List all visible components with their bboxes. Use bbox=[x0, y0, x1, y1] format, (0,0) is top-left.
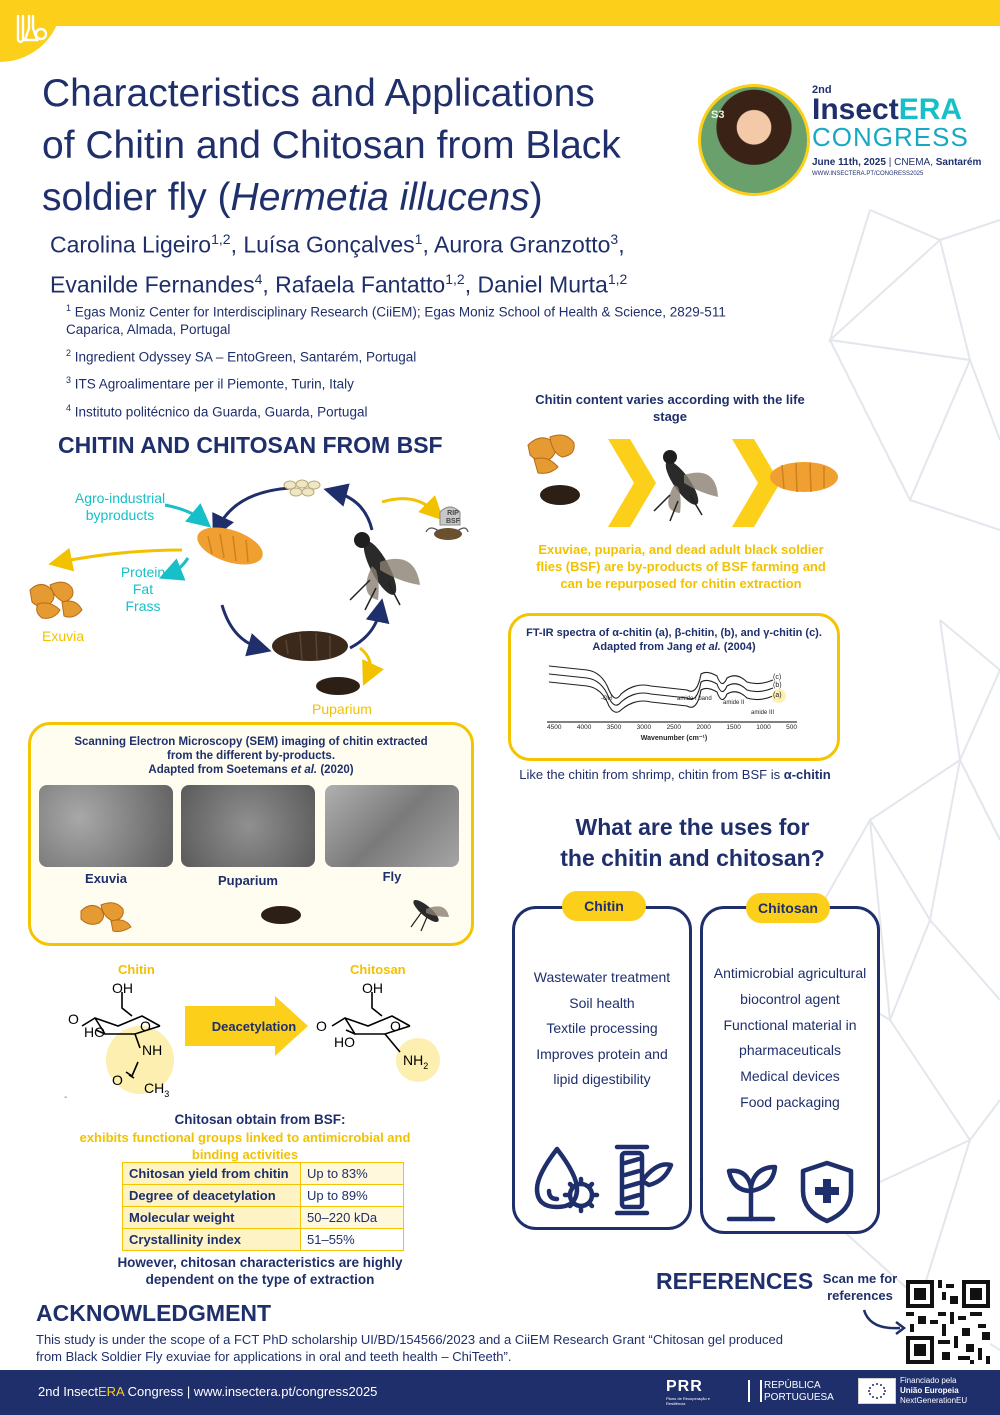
author-affil: 1,2 bbox=[445, 270, 465, 287]
lifestage-title: Chitin content varies according with the life stage bbox=[535, 392, 805, 424]
puparium-icon bbox=[261, 906, 301, 924]
use-item: Improves protein and lipid digestibility bbox=[536, 1045, 668, 1087]
ftir-tick: 500 bbox=[786, 724, 797, 731]
ftir-annotation: amide I band bbox=[677, 696, 712, 702]
chitin-uses-card bbox=[512, 906, 692, 1230]
author-sep: , bbox=[618, 231, 625, 258]
prop-value: 50–220 kDa bbox=[301, 1207, 404, 1229]
eu-text: Financiado pela bbox=[900, 1376, 957, 1385]
ftir-caption-line: FT-IR spectra of α-chitin (a), β-chitin, (b), and γ-chitin (c). bbox=[526, 627, 822, 639]
ftir-tick-labels bbox=[547, 724, 797, 731]
footer-era: ERA bbox=[98, 1384, 125, 1399]
republic-logo bbox=[764, 1380, 834, 1404]
affiliation-text: Egas Moniz Center for Interdisciplinary Research (CiiEM); Egas Moniz School of Health & Science, 2829-511 Caparica, Almada, Portugal bbox=[66, 304, 726, 337]
adult-fly-icon bbox=[350, 532, 420, 610]
affiliation-number: 4 bbox=[66, 402, 72, 413]
affiliation-number: 1 bbox=[66, 303, 72, 313]
congress-name bbox=[812, 93, 982, 126]
alpha-note-bold: α-chitin bbox=[783, 767, 831, 782]
table-row bbox=[123, 1229, 404, 1251]
prr-subtext: Plano de Recuperação e Resiliência bbox=[666, 1396, 711, 1406]
life-cycle-diagram bbox=[20, 470, 480, 710]
pupa-icon bbox=[272, 631, 348, 661]
republic-text: REPÚBLICA bbox=[764, 1380, 821, 1391]
chitin-uses-icons bbox=[529, 1141, 675, 1219]
top-bar bbox=[0, 0, 1000, 26]
use-item: Wastewater treatment bbox=[533, 969, 671, 985]
alpha-chitin-note bbox=[500, 767, 850, 782]
ftir-series-label: (a) bbox=[773, 692, 782, 699]
chitosan-props-subtitle: exhibits functional groups linked to antimicrobial and binding activities bbox=[79, 1130, 411, 1162]
agro-label: Agro-industrial byproducts bbox=[74, 490, 166, 523]
ftir-annotation: amide III bbox=[751, 710, 775, 716]
prop-key: Crystallinity index bbox=[123, 1229, 301, 1251]
use-item: Textile processing bbox=[546, 1020, 658, 1036]
scan-prompt: Scan me for references bbox=[822, 1271, 898, 1303]
author-list bbox=[50, 222, 730, 301]
table-row bbox=[123, 1163, 404, 1185]
sem-specimen-icons bbox=[71, 891, 451, 935]
sem-label-fly: Fly bbox=[382, 869, 402, 884]
sem-image-exuvia bbox=[39, 785, 173, 867]
exuvia-icon bbox=[30, 582, 82, 618]
uses-heading bbox=[520, 812, 865, 874]
methyl-text: CH bbox=[144, 1080, 165, 1096]
chitosan-props-title: Chitosan obtain from BSF: bbox=[174, 1112, 346, 1127]
author-line-2 bbox=[50, 262, 730, 302]
ftir-spectrum-a bbox=[549, 682, 773, 712]
affiliation-number: 3 bbox=[66, 375, 72, 385]
congress-ordinal: 2nd bbox=[812, 84, 832, 96]
nh-group: NH bbox=[142, 1042, 163, 1058]
curved-arrow-icon bbox=[860, 1306, 908, 1336]
congress-url: WWW.INSECTERA.PT/CONGRESS2025 bbox=[812, 171, 924, 177]
eggs-icon bbox=[284, 480, 320, 496]
ring-oxygen: O bbox=[390, 1018, 401, 1034]
water-gear-icon bbox=[537, 1149, 597, 1211]
author-affil: 3 bbox=[610, 231, 619, 247]
bsf-heading: CHITIN AND CHITOSAN FROM BSF bbox=[58, 432, 443, 458]
frass-label: Frass bbox=[125, 598, 161, 614]
chevron-right-icon bbox=[732, 439, 780, 527]
prop-key: Degree of deacetylation bbox=[123, 1185, 301, 1207]
ftir-annotation: -OH bbox=[601, 696, 612, 702]
prop-key: Chitosan yield from chitin bbox=[123, 1163, 301, 1185]
chitin-label: Chitin bbox=[118, 962, 155, 977]
chitosan-label: Chitosan bbox=[350, 962, 406, 977]
affiliation-item bbox=[66, 345, 786, 366]
oxygen-link: O bbox=[68, 1011, 79, 1027]
tombstone-rip: RIP bbox=[447, 510, 459, 517]
sem-image-puparium bbox=[181, 785, 315, 867]
ring-oxygen: O bbox=[140, 1018, 151, 1034]
tombstone-bsf: BSF bbox=[446, 518, 460, 525]
dash-mark: - bbox=[64, 1092, 68, 1103]
congress-insect: Insect bbox=[812, 93, 899, 126]
ack-text: This study is under the scope of a FCT PhD scholarship UI/BD/154566/2023 and a CiiEM Research Grant “Chitosan gel produced from Black Soldier Fly exuviae for applications in oral and teeth health – ChiTeeth”. bbox=[36, 1332, 783, 1364]
ftir-tick: 4500 bbox=[547, 724, 562, 731]
amine-sub: 2 bbox=[423, 1060, 429, 1071]
lifestage-diagram bbox=[520, 425, 850, 535]
sem-caption-line bbox=[31, 763, 471, 777]
sem-caption-text: Adapted from Soetemans bbox=[148, 764, 291, 776]
title-text: ) bbox=[529, 176, 543, 219]
ftir-tick: 1000 bbox=[756, 724, 771, 731]
republic-text: PORTUGUESA bbox=[764, 1392, 834, 1403]
puparium-icon bbox=[540, 485, 580, 505]
sem-label-exuvia: Exuvia bbox=[85, 871, 127, 886]
author-name: , Rafaela Fantatto bbox=[262, 271, 446, 298]
eu-funding-logo bbox=[900, 1376, 967, 1406]
ftir-tick: 3500 bbox=[606, 724, 622, 731]
sem-caption-line: Scanning Electron Microscopy (SEM) imaging of chitin extracted bbox=[74, 736, 428, 748]
congress-era: ERA bbox=[898, 93, 963, 126]
affiliation-text: Instituto politécnico da Guarda, Guarda, Portugal bbox=[74, 404, 368, 419]
ftir-spectrum-c bbox=[549, 666, 773, 698]
methyl-group bbox=[144, 1080, 169, 1099]
ftir-series-label: (b) bbox=[773, 682, 782, 689]
puparium-icon bbox=[316, 677, 360, 695]
title-line-2: of Chitin and Chitosan from Black bbox=[42, 124, 621, 167]
references-qr-code[interactable] bbox=[906, 1280, 990, 1364]
ftir-box bbox=[508, 613, 840, 761]
author-affil: 1 bbox=[414, 231, 423, 247]
ftir-caption-line bbox=[511, 640, 837, 654]
exuvia-label: Exuvia bbox=[42, 628, 85, 644]
footer-bar bbox=[0, 1370, 1000, 1415]
exuvia-icon bbox=[528, 435, 574, 473]
chitosan-uses-icons bbox=[715, 1157, 865, 1225]
adult-fly-icon bbox=[654, 450, 718, 521]
congress-word: CONGRESS bbox=[812, 122, 969, 152]
exuvia-icon bbox=[81, 903, 131, 932]
ftir-annotation: amide II bbox=[723, 700, 745, 706]
uses-heading-line: What are the uses for bbox=[575, 814, 810, 840]
use-item: Medical devices bbox=[740, 1068, 840, 1085]
methyl-sub: 3 bbox=[164, 1088, 170, 1099]
author-name: Evanilde Fernandes bbox=[50, 271, 255, 298]
plant-sprout-icon bbox=[729, 1167, 775, 1219]
chitosan-uses-list bbox=[703, 961, 877, 1116]
use-item: Soil health bbox=[569, 994, 635, 1011]
ftir-xlabel: Wavenumber (cm⁻¹) bbox=[640, 735, 708, 742]
deacetylation-label: Deacetylation bbox=[211, 1019, 297, 1034]
prr-text: PRR bbox=[666, 1378, 703, 1395]
ftir-series-label: (c) bbox=[773, 674, 782, 681]
chitin-pill: Chitin bbox=[562, 891, 646, 921]
author-affil: 1,2 bbox=[211, 231, 231, 247]
republic-emblem-icon bbox=[748, 1380, 762, 1402]
references-heading: REFERENCES bbox=[656, 1268, 814, 1294]
ftir-tick: 1500 bbox=[726, 724, 741, 731]
prop-value: Up to 83% bbox=[301, 1163, 404, 1185]
eu-text: União Europeia bbox=[900, 1386, 959, 1395]
ack-heading: ACKNOWLEDGMENT bbox=[36, 1300, 272, 1326]
ftir-caption-text: (2004) bbox=[720, 641, 756, 653]
fat-label: Fat bbox=[132, 581, 154, 597]
presenter-photo bbox=[698, 84, 810, 196]
ftir-tick: 2500 bbox=[666, 724, 682, 731]
photo-badge: S3 bbox=[711, 109, 725, 121]
use-item: Antimicrobial agricultural biocontrol agent bbox=[713, 965, 867, 1007]
title-species: Hermetia illucens bbox=[230, 176, 530, 219]
fly-icon bbox=[411, 897, 449, 931]
table-row bbox=[123, 1207, 404, 1229]
sem-label-puparium: Puparium bbox=[218, 873, 278, 888]
author-line-1 bbox=[50, 222, 730, 262]
ftir-tick: 3000 bbox=[636, 724, 652, 731]
footer-text bbox=[38, 1384, 377, 1399]
title-text: soldier fly ( bbox=[42, 176, 231, 219]
chevron-right-icon bbox=[608, 439, 656, 527]
ftir-tick: 4000 bbox=[576, 724, 592, 731]
oh-group: OH bbox=[362, 980, 383, 996]
affiliation-number: 2 bbox=[66, 347, 72, 358]
author-affil: 4 bbox=[254, 270, 263, 287]
chitosan-props-table bbox=[122, 1162, 404, 1251]
uses-heading-line: the chitin and chitosan? bbox=[560, 845, 825, 871]
chitin-uses-list bbox=[515, 965, 689, 1093]
lifestage-caption: Exuviae, puparia, and dead adult black soldier flies (BSF) are by-products of BSF farming and can be repurposed for chitin extraction bbox=[536, 542, 826, 591]
ho-group: HO bbox=[334, 1034, 355, 1050]
use-item: Functional material in pharmaceuticals bbox=[723, 1016, 857, 1059]
prop-value: Up to 89% bbox=[301, 1185, 404, 1207]
congress-date-bold: June 11th, 2025 bbox=[812, 157, 886, 168]
sem-box bbox=[28, 722, 474, 946]
prop-key: Molecular weight bbox=[123, 1207, 301, 1229]
congress-date bbox=[812, 157, 982, 168]
congress-date-rest: | CNEMA, bbox=[885, 157, 936, 168]
oxygen-link: O bbox=[316, 1018, 327, 1034]
ho-group: HO bbox=[84, 1024, 105, 1040]
larva-icon bbox=[770, 462, 838, 492]
congress-logo bbox=[812, 84, 982, 177]
footer-pre: 2nd Insect bbox=[38, 1384, 98, 1399]
eu-stars-icon bbox=[859, 1379, 895, 1403]
ftir-caption-italic: et al. bbox=[695, 641, 721, 653]
sem-image-fly bbox=[325, 785, 459, 867]
protein-label: Protein bbox=[120, 564, 166, 580]
chitosan-pill: Chitosan bbox=[746, 893, 830, 923]
author-name: , Daniel Murta bbox=[464, 271, 608, 298]
title-line-3 bbox=[42, 172, 692, 224]
affiliation-item bbox=[66, 372, 786, 393]
author-name: , Luísa Gonçalves bbox=[230, 231, 415, 258]
carbonyl-o: O bbox=[112, 1072, 123, 1088]
author-name: Carolina Ligeiro bbox=[50, 231, 212, 258]
prop-value: 51–55% bbox=[301, 1229, 404, 1251]
prr-logo bbox=[666, 1378, 738, 1408]
corner-badge bbox=[0, 0, 62, 62]
ftir-caption-text: Adapted from Jang bbox=[592, 641, 696, 653]
thread-spool-icon bbox=[617, 1147, 671, 1213]
chitosan-props-note: However, chitosan characteristics are highly dependent on the type of extraction bbox=[117, 1255, 403, 1287]
chitosan-uses-card bbox=[700, 906, 880, 1234]
author-name: , Aurora Granzotto bbox=[422, 231, 611, 258]
eu-flag-icon bbox=[858, 1378, 896, 1404]
eu-text: NextGenerationEU bbox=[900, 1396, 968, 1405]
author-affil: 1,2 bbox=[607, 270, 628, 287]
lab-flask-icon bbox=[10, 10, 50, 50]
sem-caption-text: (2020) bbox=[317, 764, 354, 776]
sem-caption-line: from the different by-products. bbox=[166, 750, 336, 762]
affiliation-text: ITS Agroalimentare per il Piemonte, Turin, Italy bbox=[74, 376, 354, 392]
use-item: Food packaging bbox=[740, 1093, 840, 1110]
table-row bbox=[123, 1185, 404, 1207]
puparium-label: Puparium bbox=[312, 701, 372, 717]
affiliation-item bbox=[66, 300, 786, 338]
congress-place: Santarém bbox=[935, 157, 982, 168]
footer-post: Congress | www.insectera.pt/congress2025 bbox=[124, 1384, 378, 1399]
oh-group: OH bbox=[112, 980, 133, 996]
amine-group bbox=[403, 1052, 428, 1071]
affiliation-text: Ingredient Odyssey SA – EntoGreen, Santarém, Portugal bbox=[74, 349, 417, 364]
medical-cross-icon bbox=[815, 1179, 839, 1203]
larva-icon bbox=[193, 520, 268, 571]
sem-caption-italic: et al. bbox=[290, 764, 318, 776]
ftir-caption bbox=[511, 626, 837, 654]
sem-caption bbox=[31, 735, 471, 777]
ftir-tick: 2000 bbox=[696, 724, 711, 731]
amine-text: NH bbox=[403, 1052, 424, 1068]
title-line-1: Characteristics and Applications bbox=[42, 72, 595, 115]
tombstone-text bbox=[443, 510, 463, 526]
poster-title bbox=[42, 68, 692, 224]
alpha-note-text: Like the chitin from shrimp, chitin from BSF is bbox=[519, 767, 784, 782]
